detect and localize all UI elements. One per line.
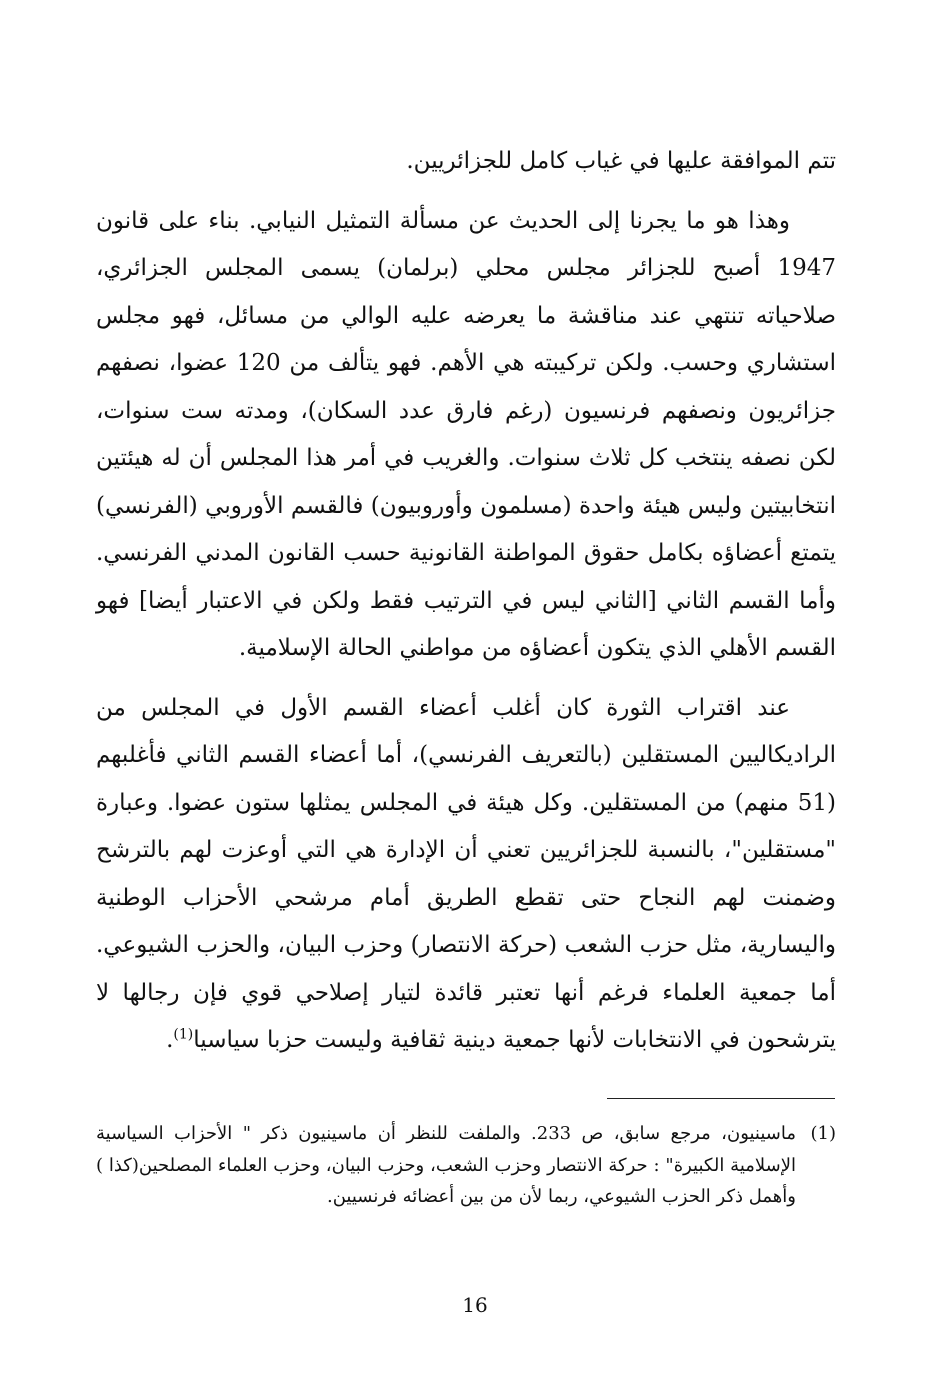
paragraph-3-text: عند اقتراب الثورة كان أغلب أعضاء القسم الأول في المجلس من الراديكاليين المستقلين (بالتعريف الفرنسي)، أما أعضاء القسم الثاني فأغلبهم (51 منهم) من المستقلين. وكل هيئة في المجلس يمثلها ستون عضوا. وعبارة "مستقلين"، بالنسبة للجزائريين تعني أن الإدارة هي التي أوعزت لهم بالترشح وضمنت لهم النجاح حتى تقطع الطريق أمام مرشحي الأحزاب الوطنية واليسارية، مثل حزب الشعب (حركة الانتصار) وحزب البيان، والحزب الشيوعي. أما جمعية العلماء فرغم أنها تعتبر قائدة لتيار إصلاحي قوي فإن رجالها لا يترشحون في الانتخابات لأنها جمعية دينية ثقافية وليست حزبا سياسيا (96, 694, 836, 1053)
footnote-text: ماسينيون، مرجع سابق، ص 233. والملفت للنظر أن ماسينيون ذكر " الأحزاب السياسية الإسلامية الكبيرة" : حركة الانتصار وحزب الشعب، وحزب البيان، وحزب العلماء المصلحين(كذا ) وأهمل ذكر الحزب الشيوعي، ربما لأن من بين أعضائه فرنسيين. (96, 1123, 796, 1207)
paragraph-3 (96, 685, 836, 1065)
footnote-divider (607, 1098, 835, 1099)
paragraph-1: تتم الموافقة عليها في غياب كامل للجزائريين. (406, 148, 836, 174)
page-number: 16 (462, 1293, 488, 1317)
paragraph-2: وهذا هو ما يجرنا إلى الحديث عن مسألة التمثيل النيابي. بناء على قانون 1947 أصبح للجزائر مجلس محلي (برلمان) يسمى المجلس الجزائري، صلاحياته تنتهي عند مناقشة ما يعرضه عليه الوالي من مسائل، فهو مجلس استشاري وحسب. ولكن تركيبته هي الأهم. فهو يتألف من 120 عضوا، نصفهم جزائريون ونصفهم فرنسيون (رغم فارق عدد السكان)، ومدته ست سنوات، لكن نصفه ينتخب كل ثلاث سنوات. والغريب في أمر هذا المجلس أن له هيئتين انتخابيتين وليس هيئة واحدة (مسلمون وأوروبيون) فالقسم الأوروبي (الفرنسي) يتمتع أعضاؤه بكامل حقوق المواطنة القانونية حسب القانون المدني الفرنسي. وأما القسم الثاني [الثاني ليس في الترتيب فقط ولكن في الاعتبار أيضا] فهو القسم الأهلي الذي يتكون أعضاؤه من مواطني الحالة الإسلامية. (96, 207, 836, 661)
footnote-marker: (1) (810, 1123, 836, 1144)
page-body (96, 138, 836, 1065)
paragraph-3-period: . (166, 1027, 174, 1053)
footnote (96, 1118, 836, 1213)
footnote-reference[interactable]: (1) (173, 1026, 194, 1043)
